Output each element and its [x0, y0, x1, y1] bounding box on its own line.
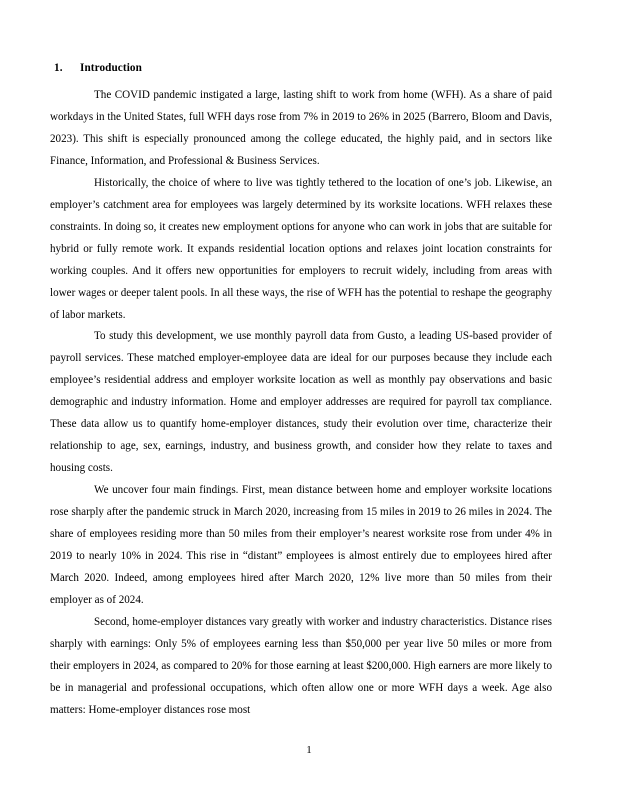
- page-number: 1: [306, 744, 312, 756]
- section-title: Introduction: [80, 62, 142, 74]
- section-number: 1.: [54, 62, 63, 74]
- body-text: [50, 85, 552, 722]
- paragraph: The COVID pandemic instigated a large, lasting shift to work from home (WFH). As a share of paid workdays in the United States, full WFH days rose from 7% in 2019 to 26% in 2025 (Barrero, Bloom and Davis, 2023). This shift is especially pronounced among the college educated, the highly paid, and in sectors like Finance, Information, and Professional & Business Services.: [50, 89, 552, 167]
- paragraph: We uncover four main findings. First, mean distance between home and employer worksite locations rose sharply after the pandemic struck in March 2020, increasing from 15 miles in 2019 to 26 miles in 2024. The share of employees residing more than 50 miles from their employer’s nearest worksite rose from under 4% in 2019 to nearly 10% in 2024. This rise in “distant” employees is almost entirely due to employees hired after March 2020. Indeed, among employees hired after March 2020, 12% live more than 50 miles from their employer as of 2024.: [50, 484, 552, 606]
- section-heading: [50, 62, 552, 74]
- paragraph: Second, home-employer distances vary greatly with worker and industry characteristics. Distance rises sharply with earnings: Only 5% of employees earning less than $50,000 per year live 50 miles or more from their employers in 2024, as compared to 20% for those earning at least $200,000. High earners are more likely to be in managerial and professional occupations, which often allow one or more WFH days a week. Age also matters: Home-employer distances rose most: [50, 615, 552, 716]
- paragraph: Historically, the choice of where to live was tightly tethered to the location of one’s job. Likewise, an employer’s catchment area for employees was largely determined by its worksite locations. WFH relaxes these constraints. In doing so, it creates new employment options for anyone who can work in jobs that are suitable for hybrid or fully remote work. It expands residential location options and relaxes joint location constraints for working couples. And it offers new opportunities for employers to recruit widely, including from areas with lower wages or deeper talent pools. In all these ways, the rise of WFH has the potential to reshape the geography of labor markets.: [50, 176, 552, 321]
- paragraph: To study this development, we use monthly payroll data from Gusto, a leading US-based provider of payroll services. These matched employer-employee data are ideal for our purposes because they include each employee’s residential address and employer worksite location as well as monthly pay observations and basic demographic and industry information. Home and employer addresses are required for payroll tax compliance. These data allow us to quantify home-employer distances, study their evolution over time, characterize their relationship to age, sex, earnings, industry, and business growth, and consider how they relate to taxes and housing costs.: [50, 330, 552, 475]
